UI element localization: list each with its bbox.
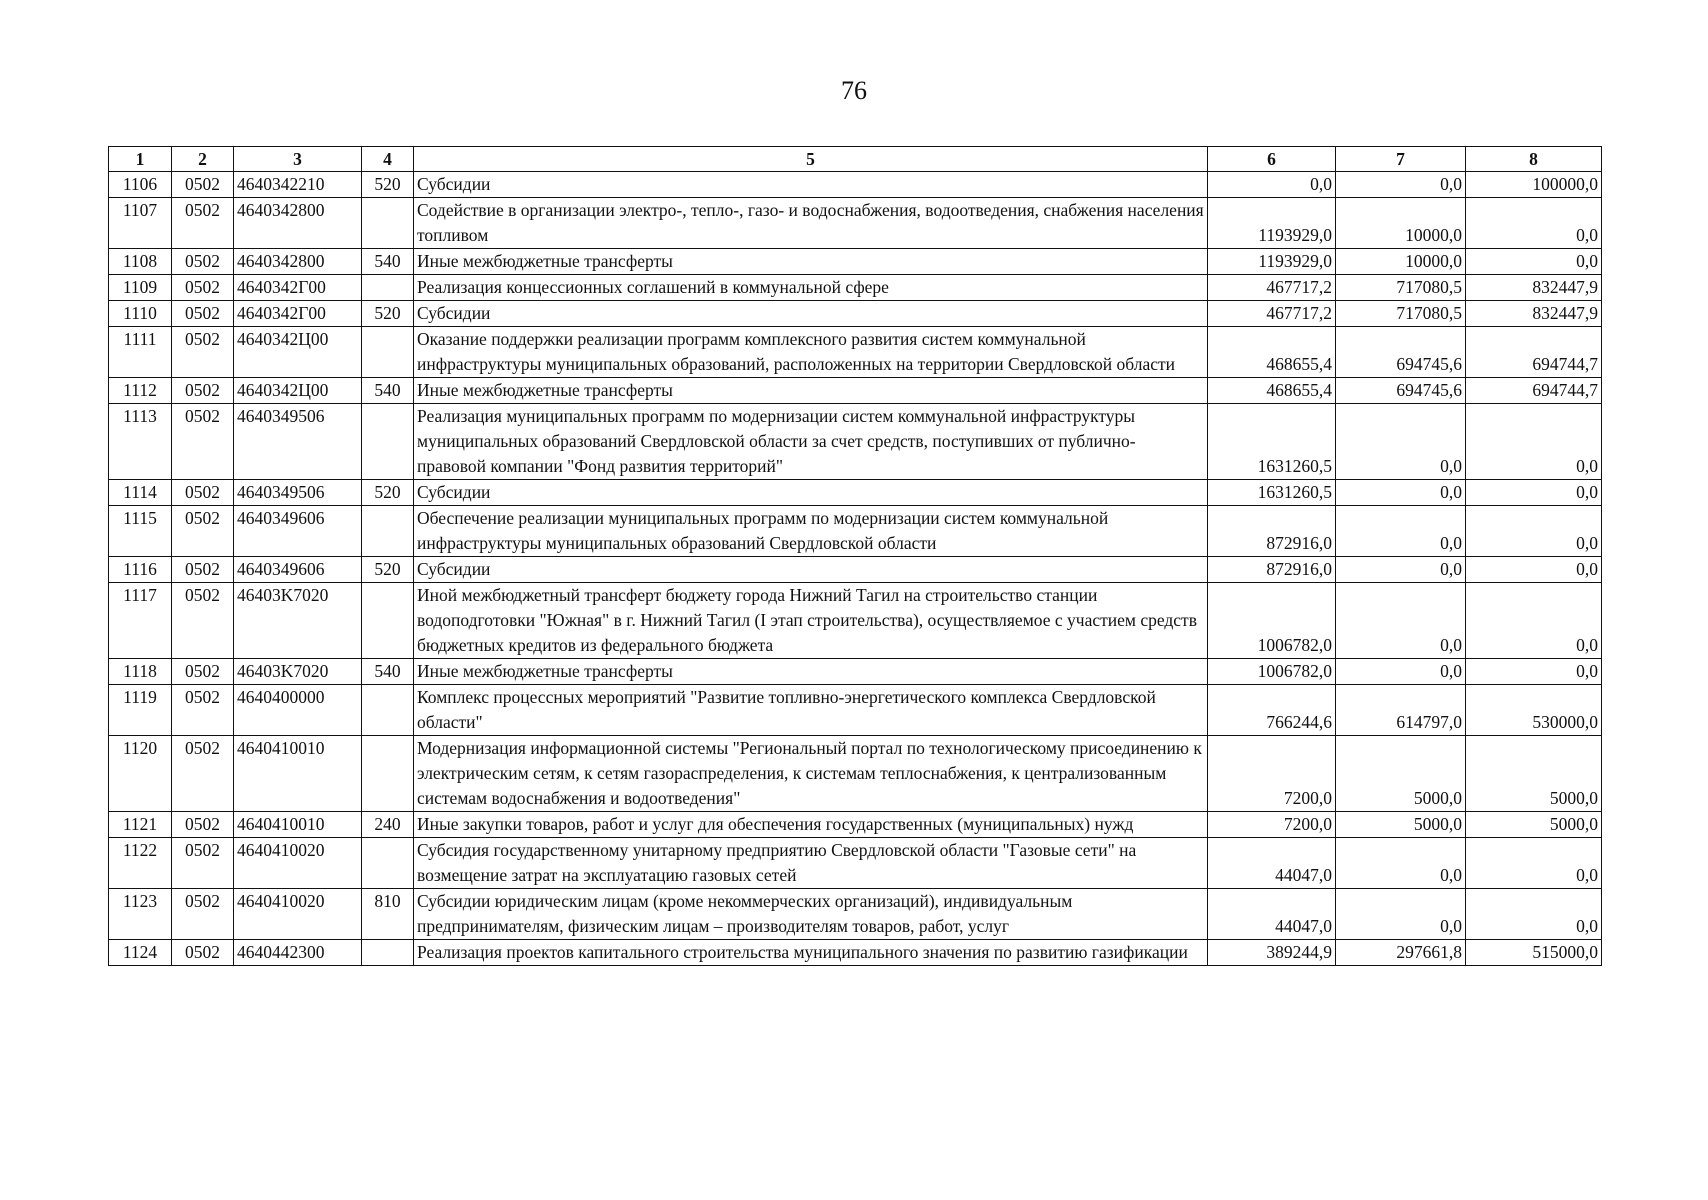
item-name: Обеспечение реализации муниципальных программ по модернизации систем коммунальной инфраструктуры муниципальных образований Свердловской области — [414, 506, 1208, 557]
table-row — [109, 301, 1602, 327]
section-code: 0502 — [172, 327, 234, 378]
header-col-5: 5 — [414, 147, 1208, 172]
amount-col-7: 0,0 — [1336, 506, 1466, 557]
target-article-code: 4640400000 — [234, 685, 362, 736]
item-name: Иные межбюджетные трансферты — [414, 378, 1208, 404]
amount-col-6: 468655,4 — [1208, 378, 1336, 404]
section-code: 0502 — [172, 940, 234, 966]
amount-col-6: 872916,0 — [1208, 506, 1336, 557]
item-name: Субсидии — [414, 480, 1208, 506]
amount-col-7: 0,0 — [1336, 889, 1466, 940]
row-number: 1117 — [109, 583, 172, 659]
expense-type-code — [362, 327, 414, 378]
amount-col-7: 10000,0 — [1336, 198, 1466, 249]
section-code: 0502 — [172, 812, 234, 838]
section-code: 0502 — [172, 480, 234, 506]
amount-col-8: 0,0 — [1466, 506, 1602, 557]
section-code: 0502 — [172, 557, 234, 583]
amount-col-7: 717080,5 — [1336, 301, 1466, 327]
item-name: Оказание поддержки реализации программ комплексного развития систем коммунальной инфраструктуры муниципальных образований, расположенных на территории Свердловской области — [414, 327, 1208, 378]
item-name: Иные межбюджетные трансферты — [414, 249, 1208, 275]
table-row — [109, 812, 1602, 838]
amount-col-7: 694745,6 — [1336, 327, 1466, 378]
header-col-1: 1 — [109, 147, 172, 172]
amount-col-7: 0,0 — [1336, 583, 1466, 659]
header-col-8: 8 — [1466, 147, 1602, 172]
item-name: Реализация концессионных соглашений в коммунальной сфере — [414, 275, 1208, 301]
target-article-code: 4640410020 — [234, 838, 362, 889]
table-row — [109, 172, 1602, 198]
item-name: Субсидия государственному унитарному предприятию Свердловской области "Газовые сети" на возмещение затрат на эксплуатацию газовых сетей — [414, 838, 1208, 889]
amount-col-8: 515000,0 — [1466, 940, 1602, 966]
amount-col-6: 0,0 — [1208, 172, 1336, 198]
amount-col-6: 1631260,5 — [1208, 404, 1336, 480]
table-row — [109, 404, 1602, 480]
section-code: 0502 — [172, 685, 234, 736]
header-col-3: 3 — [234, 147, 362, 172]
row-number: 1121 — [109, 812, 172, 838]
section-code: 0502 — [172, 506, 234, 557]
table-row — [109, 940, 1602, 966]
amount-col-7: 0,0 — [1336, 404, 1466, 480]
section-code: 0502 — [172, 378, 234, 404]
section-code: 0502 — [172, 172, 234, 198]
table-row — [109, 685, 1602, 736]
table-row — [109, 557, 1602, 583]
header-col-6: 6 — [1208, 147, 1336, 172]
amount-col-6: 7200,0 — [1208, 736, 1336, 812]
section-code: 0502 — [172, 889, 234, 940]
amount-col-6: 389244,9 — [1208, 940, 1336, 966]
amount-col-8: 0,0 — [1466, 557, 1602, 583]
amount-col-8: 5000,0 — [1466, 812, 1602, 838]
amount-col-6: 467717,2 — [1208, 301, 1336, 327]
row-number: 1106 — [109, 172, 172, 198]
amount-col-7: 5000,0 — [1336, 812, 1466, 838]
expense-type-code — [362, 940, 414, 966]
amount-col-8: 0,0 — [1466, 198, 1602, 249]
target-article-code: 4640342Ц00 — [234, 327, 362, 378]
amount-col-7: 0,0 — [1336, 838, 1466, 889]
expense-type-code — [362, 685, 414, 736]
amount-col-6: 1193929,0 — [1208, 249, 1336, 275]
row-number: 1111 — [109, 327, 172, 378]
budget-table — [108, 146, 1602, 966]
item-name: Иные межбюджетные трансферты — [414, 659, 1208, 685]
expense-type-code: 520 — [362, 480, 414, 506]
item-name: Иной межбюджетный трансферт бюджету города Нижний Тагил на строительство станции водоподготовки "Южная" в г. Нижний Тагил (I этап строительства), осуществляемое с участием средств бюджетных кредитов из федерального бюджета — [414, 583, 1208, 659]
table-row — [109, 838, 1602, 889]
amount-col-7: 297661,8 — [1336, 940, 1466, 966]
row-number: 1122 — [109, 838, 172, 889]
expense-type-code — [362, 583, 414, 659]
target-article-code: 4640342Ц00 — [234, 378, 362, 404]
target-article-code: 4640342Г00 — [234, 301, 362, 327]
section-code: 0502 — [172, 583, 234, 659]
target-article-code: 4640342800 — [234, 198, 362, 249]
row-number: 1108 — [109, 249, 172, 275]
amount-col-8: 832447,9 — [1466, 275, 1602, 301]
amount-col-6: 766244,6 — [1208, 685, 1336, 736]
amount-col-8: 0,0 — [1466, 838, 1602, 889]
row-number: 1120 — [109, 736, 172, 812]
row-number: 1107 — [109, 198, 172, 249]
row-number: 1119 — [109, 685, 172, 736]
amount-col-8: 0,0 — [1466, 659, 1602, 685]
expense-type-code — [362, 736, 414, 812]
expense-type-code: 810 — [362, 889, 414, 940]
amount-col-6: 1006782,0 — [1208, 583, 1336, 659]
target-article-code: 4640410010 — [234, 736, 362, 812]
target-article-code: 4640349506 — [234, 404, 362, 480]
target-article-code: 4640349606 — [234, 557, 362, 583]
page-number: 76 — [841, 76, 867, 105]
table-row — [109, 327, 1602, 378]
target-article-code: 4640342Г00 — [234, 275, 362, 301]
section-code: 0502 — [172, 404, 234, 480]
expense-type-code — [362, 838, 414, 889]
section-code: 0502 — [172, 249, 234, 275]
item-name: Субсидии — [414, 557, 1208, 583]
table-row — [109, 198, 1602, 249]
amount-col-8: 100000,0 — [1466, 172, 1602, 198]
row-number: 1118 — [109, 659, 172, 685]
target-article-code: 4640442300 — [234, 940, 362, 966]
amount-col-8: 0,0 — [1466, 404, 1602, 480]
amount-col-8: 530000,0 — [1466, 685, 1602, 736]
table-row — [109, 378, 1602, 404]
table-body — [109, 172, 1602, 966]
table-row — [109, 736, 1602, 812]
target-article-code: 4640349506 — [234, 480, 362, 506]
amount-col-7: 694745,6 — [1336, 378, 1466, 404]
item-name: Иные закупки товаров, работ и услуг для обеспечения государственных (муниципальных) нужд — [414, 812, 1208, 838]
amount-col-7: 717080,5 — [1336, 275, 1466, 301]
target-article-code: 46403K7020 — [234, 583, 362, 659]
table-row — [109, 889, 1602, 940]
target-article-code: 4640410020 — [234, 889, 362, 940]
item-name: Реализация проектов капитального строительства муниципального значения по развитию газификации — [414, 940, 1208, 966]
expense-type-code: 240 — [362, 812, 414, 838]
amount-col-8: 0,0 — [1466, 249, 1602, 275]
amount-col-6: 44047,0 — [1208, 838, 1336, 889]
item-name: Реализация муниципальных программ по модернизации систем коммунальной инфраструктуры муниципальных образований Свердловской области за счет средств, поступивших от публично-правовой компании "Фонд развития территорий" — [414, 404, 1208, 480]
table-row — [109, 583, 1602, 659]
section-code: 0502 — [172, 275, 234, 301]
amount-col-7: 0,0 — [1336, 557, 1466, 583]
row-number: 1112 — [109, 378, 172, 404]
expense-type-code: 520 — [362, 557, 414, 583]
amount-col-8: 0,0 — [1466, 480, 1602, 506]
expense-type-code: 540 — [362, 659, 414, 685]
target-article-code: 46403K7020 — [234, 659, 362, 685]
header-col-2: 2 — [172, 147, 234, 172]
target-article-code: 4640342800 — [234, 249, 362, 275]
expense-type-code: 520 — [362, 172, 414, 198]
amount-col-6: 872916,0 — [1208, 557, 1336, 583]
amount-col-6: 1006782,0 — [1208, 659, 1336, 685]
table-row — [109, 275, 1602, 301]
expense-type-code — [362, 506, 414, 557]
amount-col-8: 832447,9 — [1466, 301, 1602, 327]
amount-col-6: 1193929,0 — [1208, 198, 1336, 249]
section-code: 0502 — [172, 301, 234, 327]
amount-col-6: 44047,0 — [1208, 889, 1336, 940]
header-col-4: 4 — [362, 147, 414, 172]
item-name: Содействие в организации электро-, тепло-, газо- и водоснабжения, водоотведения, снабжения населения топливом — [414, 198, 1208, 249]
amount-col-8: 694744,7 — [1466, 327, 1602, 378]
target-article-code: 4640410010 — [234, 812, 362, 838]
row-number: 1113 — [109, 404, 172, 480]
expense-type-code — [362, 198, 414, 249]
amount-col-7: 614797,0 — [1336, 685, 1466, 736]
expense-type-code: 540 — [362, 378, 414, 404]
table-row — [109, 480, 1602, 506]
amount-col-6: 1631260,5 — [1208, 480, 1336, 506]
expense-type-code: 540 — [362, 249, 414, 275]
row-number: 1116 — [109, 557, 172, 583]
header-col-7: 7 — [1336, 147, 1466, 172]
amount-col-8: 5000,0 — [1466, 736, 1602, 812]
item-name: Субсидии юридическим лицам (кроме некоммерческих организаций), индивидуальным предпринимателям, физическим лицам – производителям товаров, работ, услуг — [414, 889, 1208, 940]
table-row — [109, 249, 1602, 275]
item-name: Субсидии — [414, 301, 1208, 327]
row-number: 1114 — [109, 480, 172, 506]
item-name: Модернизация информационной системы "Региональный портал по технологическому присоединению к электрическим сетям, к сетям газораспределения, к системам теплоснабжения, к централизованным системам водоснабжения и водоотведения" — [414, 736, 1208, 812]
table-row — [109, 506, 1602, 557]
amount-col-6: 468655,4 — [1208, 327, 1336, 378]
amount-col-8: 694744,7 — [1466, 378, 1602, 404]
section-code: 0502 — [172, 198, 234, 249]
target-article-code: 4640342210 — [234, 172, 362, 198]
row-number: 1109 — [109, 275, 172, 301]
amount-col-7: 5000,0 — [1336, 736, 1466, 812]
row-number: 1115 — [109, 506, 172, 557]
item-name: Комплекс процессных мероприятий "Развитие топливно-энергетического комплекса Свердловской области" — [414, 685, 1208, 736]
section-code: 0502 — [172, 736, 234, 812]
expense-type-code — [362, 404, 414, 480]
section-code: 0502 — [172, 659, 234, 685]
amount-col-6: 7200,0 — [1208, 812, 1336, 838]
amount-col-7: 0,0 — [1336, 659, 1466, 685]
row-number: 1124 — [109, 940, 172, 966]
amount-col-7: 0,0 — [1336, 172, 1466, 198]
expense-type-code: 520 — [362, 301, 414, 327]
row-number: 1123 — [109, 889, 172, 940]
amount-col-7: 10000,0 — [1336, 249, 1466, 275]
amount-col-7: 0,0 — [1336, 480, 1466, 506]
amount-col-6: 467717,2 — [1208, 275, 1336, 301]
item-name: Субсидии — [414, 172, 1208, 198]
target-article-code: 4640349606 — [234, 506, 362, 557]
expense-type-code — [362, 275, 414, 301]
table-row — [109, 659, 1602, 685]
amount-col-8: 0,0 — [1466, 583, 1602, 659]
row-number: 1110 — [109, 301, 172, 327]
header-row — [109, 147, 1602, 172]
section-code: 0502 — [172, 838, 234, 889]
amount-col-8: 0,0 — [1466, 889, 1602, 940]
